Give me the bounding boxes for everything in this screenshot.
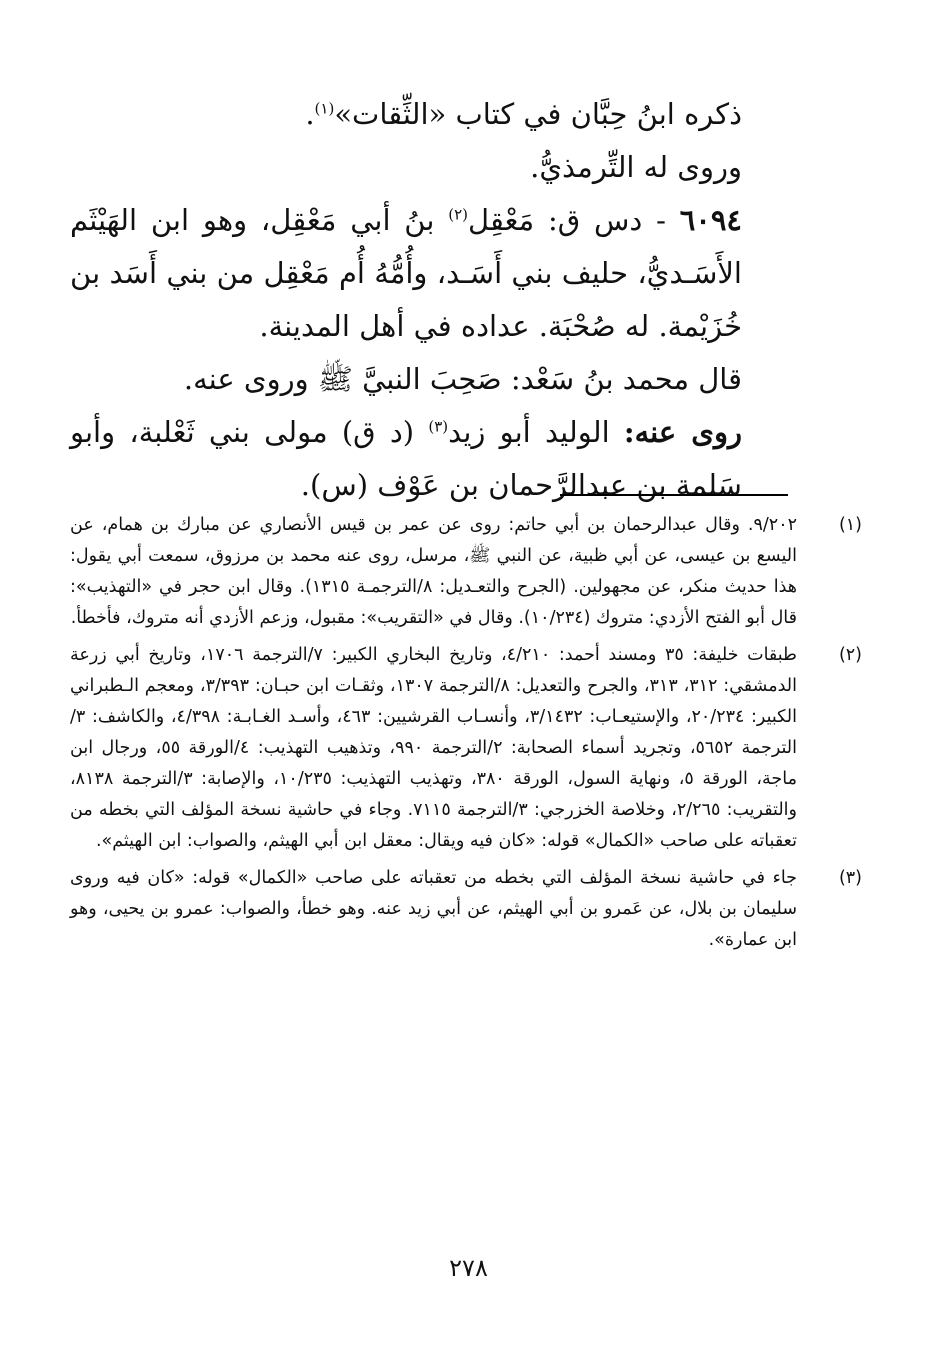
text-run: (د ق) مولى بني ثَعْلبة، وأبو سَلمة بن عبدالرَّحمان بن عَوْف (س).: [70, 415, 742, 502]
footnotes: [70, 510, 862, 962]
footnote-text: ٩/٢٠٢. وقال عبدالرحمان بن أبي حاتم: روى عن عمر بن قيس الأنصاري عن مبارك بن همام، عن اليسع بن عيسى، عن أبي ظبية، عن النبي ﷺ، مرسل، روى عنه محمد بن مرزوق، سمعت أبي يقول: هذا حديث منكر، عن مجهولين. (الجرح والتعـديل: ٨/الترجمـة ١٣١٥). وقال ابن حجر في «التهذيب»: قال أبو الفتح الأزدي: متروك (١٠/٢٣٤). وقال في «التقريب»: مقبول، وزعم الأزدي أنه متروك، فأخطأ.: [70, 515, 798, 628]
text-run: .: [305, 97, 315, 131]
paragraph-narrators: [70, 406, 792, 512]
main-text: [70, 88, 792, 512]
text-run: ذكره ابنُ حِبَّان في كتاب «الثِّقات»: [334, 97, 742, 131]
footnote-text: طبقات خليفة: ٣٥ ومسند أحمد: ٤/٢١٠، وتاريخ البخاري الكبير: ٧/الترجمة ١٧٠٦، وتاريخ أبي زرعة الدمشقي: ٣١٢، ٣١٣، والجرح والتعديل: ٨/الترجمة ١٣٠٧، وثقـات ابن حبـان: ٣/٣٩٣، ومعجم الـطبراني الكبير: ٢٠/٢٣٤، والإستيعـاب: ٣/١٤٣٢، وأنسـاب القرشيين: ٤٦٣، وأسـد الغـابـة: ٤/٣٩٨، والكاشف: ٣/الترجمة ٥٦٥٢، وتجريد أسماء الصحابة: ٢/الترجمة ٩٩٠، وتذهيب التهذيب: ٤/الورقة ٥٥، ورجال ابن ماجة، الورقة ٥، ونهاية السول، الورقة ٣٨٠، وتهذيب التهذيب: ١٠/٢٣٥، والإصابة: ٣/الترجمة ٨١٣٨، والتقريب: ٢/٢٦٥، وخلاصة الخزرجي: ٣/الترجمة ٧١١٥. وجاء في حاشية نسخة المؤلف التي بخطه من تعقباته على صاحب «الكمال» قوله: «كان فيه ويقال: معقل ابن أبي الهيثم، والصواب: ابن الهيثم».: [70, 645, 797, 851]
text-run: وروى له التِّرمذيُّ.: [530, 150, 742, 184]
footnote-divider: [560, 494, 788, 496]
paragraph-ibn-hibban: [70, 88, 792, 141]
footnote-number: (١): [838, 515, 862, 535]
text-run: قال محمد بنُ سَعْد: صَحِبَ النبيَّ ﷺ وروى عنه.: [183, 362, 742, 396]
text-run: الوليد أبو زيد: [448, 415, 624, 449]
entry-heading: - دس ق: مَعْقِل: [468, 203, 680, 237]
footnote-number: (٢): [838, 645, 862, 665]
footnote-2: [70, 640, 862, 857]
footnote-1: [70, 510, 862, 634]
footnote-ref-2: (٢): [448, 205, 468, 224]
entry-text: بنُ أبي مَعْقِل، وهو ابن الهَيْثَم الأَسَـديُّ، حليف بني أَسَـد، وأُمُّهُ أُم مَعْقِل من بني أَسَد بن خُزَيْمة. له صُحْبَة. عداده في أهل المدينة.: [70, 203, 742, 343]
footnote-3: [70, 863, 862, 956]
footnote-ref-3: (٣): [428, 417, 449, 436]
entry-number: ٦٠٩٤: [679, 203, 742, 237]
entry-paragraph: [70, 194, 792, 353]
footnote-text: جاء في حاشية نسخة المؤلف التي بخطه من تعقباته على صاحب «الكمال» قوله: «كان فيه وروى سليمان بن بلال، عن عَمرو بن أبي الهيثم، عن أبي زيد عنه. وهو خطأ، والصواب: عمرو بن يحيى، وهو ابن عمارة».: [70, 868, 797, 950]
paragraph-ibn-saad: [70, 353, 792, 406]
narrators-label: روى عنه:: [623, 415, 742, 449]
footnote-number: (٣): [838, 868, 862, 888]
page-number: ٢٧٨: [449, 1254, 488, 1282]
paragraph-tirmidhi: [70, 141, 792, 194]
footnote-ref-1: (١): [314, 99, 335, 118]
